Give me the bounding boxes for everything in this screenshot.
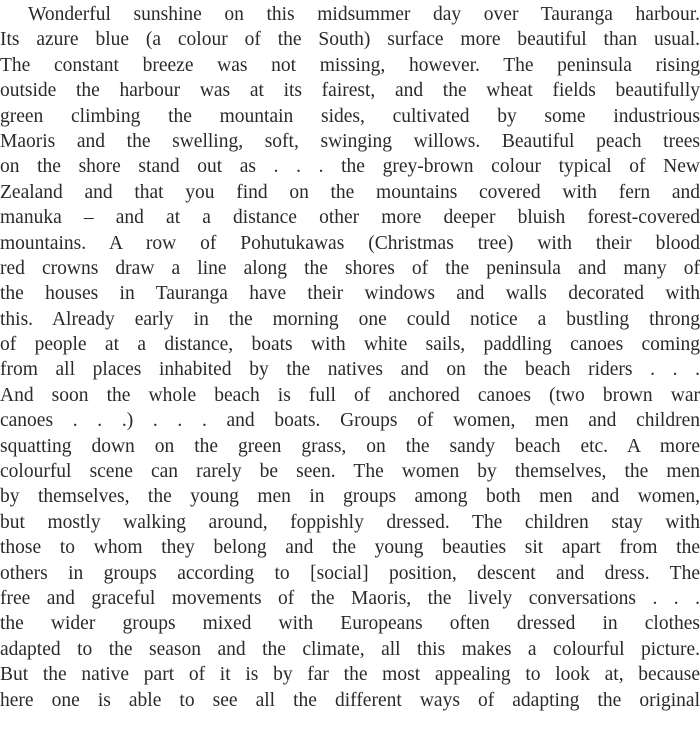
- text-line-6: Maoris and the swelling, soft, swinging willows. Beautiful peach trees: [0, 130, 700, 152]
- text-line-15: from all places inhabited by the natives and on the beach riders . . .: [0, 359, 700, 381]
- text-line-22: those to whom they belong and the young beauties sit apart from the: [0, 537, 700, 559]
- text-line-11: red crowns draw a line along the shores of the peninsula and many of: [0, 257, 700, 279]
- text-line-3: The constant breeze was not missing, however. The peninsula rising: [0, 54, 700, 76]
- text-line-2: Its azure blue (a colour of the South) surface more beautiful than usual.: [0, 29, 700, 51]
- text-line-23: others in groups according to [social] position, descent and dress. The: [0, 562, 700, 584]
- text-line-25: the wider groups mixed with Europeans often dressed in clothes: [0, 613, 700, 635]
- text-line-16: And soon the whole beach is full of anchored canoes (two brown war: [0, 384, 700, 406]
- text-line-27: But the native part of it is by far the most appealing to look at, because: [0, 664, 700, 686]
- text-line-4: outside the harbour was at its fairest, and the wheat fields beautifully: [0, 80, 700, 102]
- text-line-17: canoes . . .) . . . and boats. Groups of women, men and children: [0, 410, 700, 432]
- text-line-13: this. Already early in the morning one could notice a bustling throng: [0, 308, 700, 330]
- text-line-21: but mostly walking around, foppishly dressed. The children stay with: [0, 511, 700, 533]
- text-line-19: colourful scene can rarely be seen. The women by themselves, the men: [0, 461, 700, 483]
- text-line-26: adapted to the season and the climate, all this makes a colourful picture.: [0, 638, 700, 660]
- text-line-20: by themselves, the young men in groups among both men and women,: [0, 486, 700, 508]
- text-line-12: the houses in Tauranga have their windows and walls decorated with: [0, 283, 700, 305]
- text-line-24: free and graceful movements of the Maoris, the lively conversations . . .: [0, 587, 700, 609]
- text-line-7: on the shore stand out as . . . the grey-brown colour typical of New: [0, 156, 700, 178]
- text-line-1: Wonderful sunshine on this midsummer day over Tauranga harbour.: [28, 4, 700, 25]
- text-line-18: squatting down on the green grass, on the sandy beach etc. A more: [0, 435, 700, 457]
- text-line-14: of people at a distance, boats with white sails, paddling canoes coming: [0, 334, 700, 356]
- text-line-10: mountains. A row of Pohutukawas (Christmas tree) with their blood: [0, 232, 700, 254]
- text-line-28: here one is able to see all the different ways of adapting the original: [0, 689, 700, 711]
- text-line-8: Zealand and that you find on the mountains covered with fern and: [0, 181, 700, 203]
- text-line-5: green climbing the mountain sides, cultivated by some industrious: [0, 105, 700, 127]
- body-text: [0, 2, 700, 713]
- text-line-9: manuka – and at a distance other more deeper bluish forest-covered: [0, 207, 700, 229]
